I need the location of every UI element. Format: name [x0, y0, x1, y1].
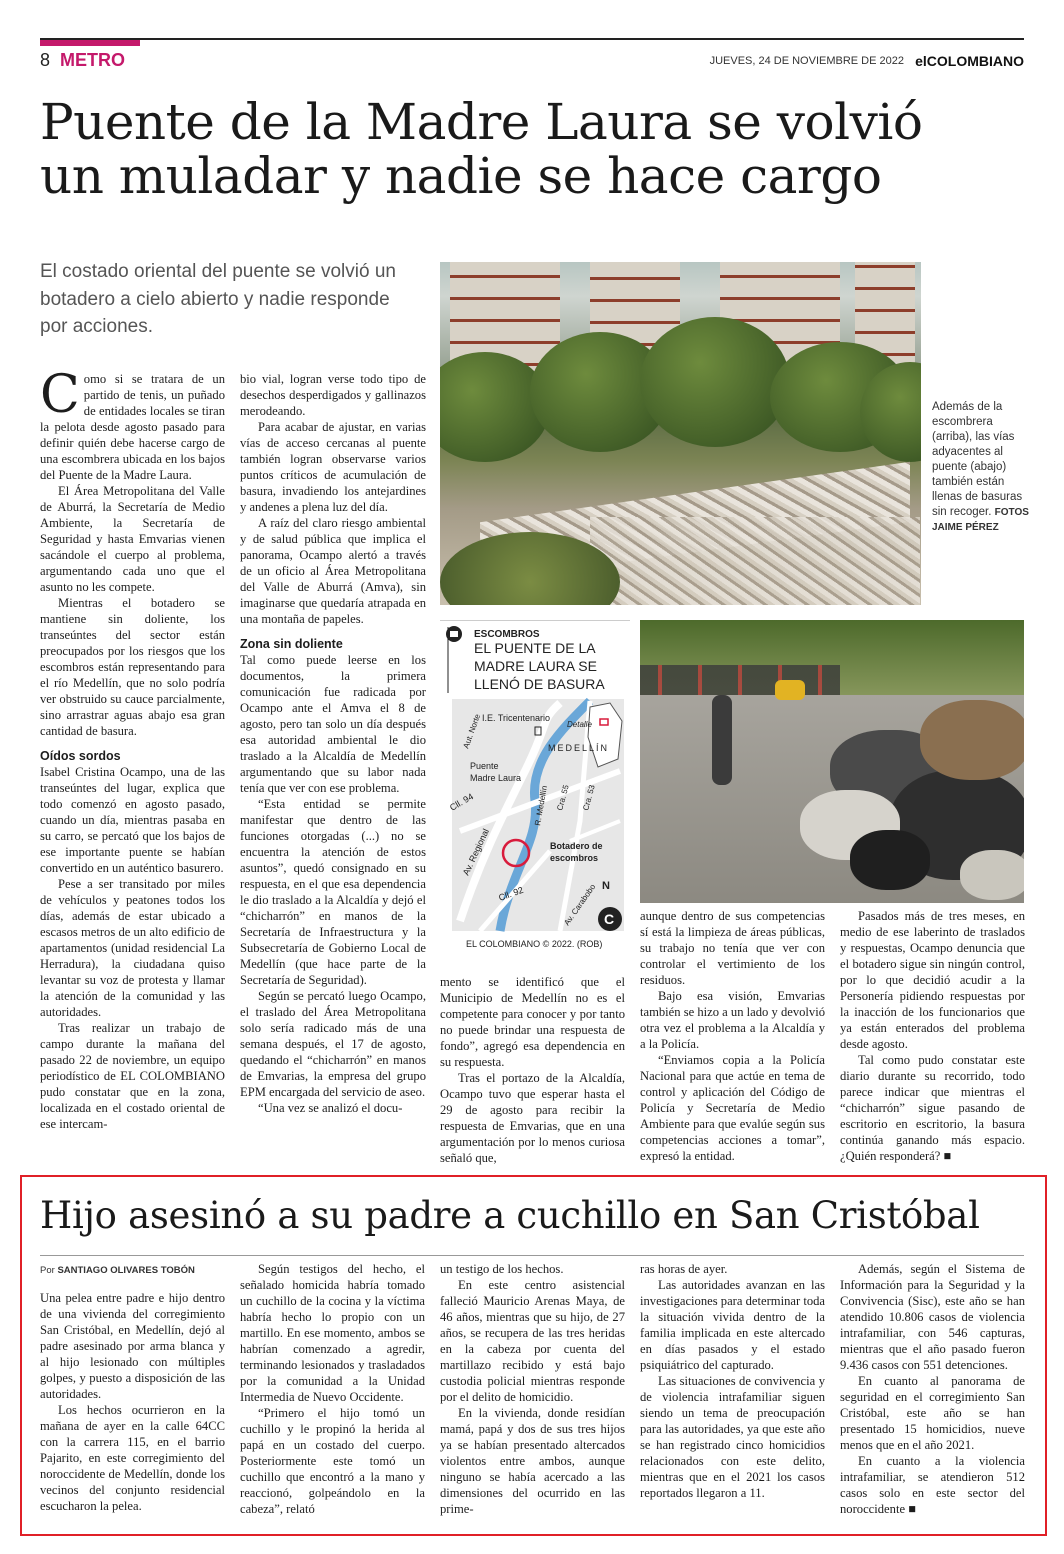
- paragraph: bio vial, logran verse todo tipo de desechos desperdigados y gallinazos merodeando.: [240, 372, 426, 418]
- end-mark: ■: [908, 1501, 916, 1516]
- photo-credit-name: JAIME PÉREZ: [932, 521, 999, 533]
- paragraph: Bajo esa visión, Emvarias también se hizo a un lado y devolvió otra vez el problema a la Alcaldía y a la Policía.: [640, 988, 825, 1051]
- paragraph: [840, 1053, 1025, 1165]
- paragraph: Una pelea entre padre e hijo dentro de una vivienda del corregimiento San Cristóbal, en Medellín, dejó al padre asesinado por arma blanca y al hijo lesionado con múltiples golpes, y puesto a disposición de las autoridades.: [40, 1291, 225, 1401]
- subheading-zona-sin-doliente: Zona sin doliente: [240, 636, 343, 651]
- article-column-3: [440, 975, 625, 1165]
- paragraph-text: Tal como pudo constatar este diario durante su recorrido, todo parece indicar que mientras el “chicharrón” sigue pasando de escritorio en escritorio, la basura continúa ganando más espacio. ¿Quién responderá?: [840, 1052, 1025, 1163]
- paragraph: Isabel Cristina Ocampo, una de las transeúntes del lugar, explica que todo comenzó en agosto pasado, cuando un día, mientras pasaba en su carro, se percató que los bajos de ese importante puente se habían convertido en un auténtico basurero.: [40, 764, 225, 875]
- paragraph: Las autoridades avanzan en las investigaciones para determinar toda la situación vivida dentro de la familia implicada en este altercado en días pasados y el estado psiquiátrico del capturado.: [640, 1277, 825, 1372]
- paragraph: [840, 1454, 1025, 1518]
- byline-name: SANTIAGO OLIVARES TOBÓN: [57, 1265, 195, 1276]
- headline-line-2: un muladar y nadie se hace cargo: [40, 147, 882, 205]
- map-label-r-medellin: R. Medellín: [533, 784, 549, 827]
- subheading-oidos-sordos: Oídos sordos: [40, 748, 121, 763]
- headline-rule: [40, 1255, 1024, 1256]
- paragraph: Las situaciones de convivencia y de violencia intrafamiliar siguen siendo un tema de preocupación para las autoridades, ya que este año se han registrado cinco homicidios relacionados con este delito, mientras que en el 2021 los casos reportados llegaron a 11.: [640, 1373, 825, 1500]
- byline: [40, 1265, 195, 1276]
- paragraph: aunque dentro de sus competencias sí está la limpieza de áreas públicas, su trabajo no tenía que ver con controlar el vertimiento de los residuos.: [640, 909, 825, 987]
- paragraph: Tras realizar un trabajo de campo durante la mañana del pasado 22 de noviembre, un equipo periodístico de EL COLOMBIANO pudo constatar que en la zona, localizada en el costado oriental de ese intercam-: [40, 1020, 225, 1131]
- map-title-line-1: EL PUENTE DE LA: [474, 640, 596, 656]
- paragraph: Mientras el botadero se mantiene sin doliente, los transeúntes del sector están preocupados por los riesgos que los escombros están representando para el río Medellín, que no solo podría ver obstruido su cauce parcialmente, sino arrastrar aguas abajo esa gran cantidad de basura.: [40, 595, 225, 738]
- section-name: METRO: [60, 50, 125, 70]
- second-column-3: [440, 1262, 625, 1530]
- second-column-2: [240, 1262, 425, 1530]
- paragraph: Los hechos ocurrieron en la mañana de ayer en la calle 64CC con la carrera 115, en el barrio Pajarito, en este corregimiento del noroccidente de Medellín, donde los vecinos del conjunto residencial escucharon la pelea.: [40, 1402, 225, 1513]
- north-arrow-icon: N: [602, 880, 610, 892]
- photo-caption: [932, 400, 1032, 534]
- article-column-1: [40, 372, 225, 1162]
- paragraph-text: En cuanto a la violencia intrafamiliar, se atendieron 512 casos solo en este sector del noroccidente: [840, 1453, 1025, 1516]
- photo-credit-label: FOTOS: [994, 506, 1029, 518]
- paragraph: Pasados más de tres meses, en medio de ese laberinto de traslados y respuestas, Ocampo denuncia que el botadero sigue sin ningún control, por lo que decidió acudir a la Personería pidiendo respuestas por la inacción de los funcionarios que ya están enterados del problema desde agosto.: [840, 909, 1025, 1051]
- map-label-bridge-2: Madre Laura: [470, 773, 522, 783]
- paragraph: mento se identificó que el Municipio de Medellín no es el competente para conocer y por tanto no puede brindar una respuesta de fondo”, agregó esa dependencia en su respuesta.: [440, 975, 625, 1069]
- map-kicker: ESCOMBROS: [474, 629, 540, 640]
- newspaper-brand: [915, 53, 1024, 69]
- top-rule: [40, 38, 1024, 40]
- paragraph: Según se percató luego Ocampo, el traslado del Área Metropolitana solo sería radicado más de una semana después, el 17 de agosto, quedando el “chicharrón” en manos de Emvarias, la empresa del grupo EPM encargada del servicio de aseo.: [240, 988, 426, 1099]
- photo-escombrera: [440, 262, 921, 605]
- brand-prefix: el: [915, 53, 927, 69]
- article-column-5: [840, 909, 1025, 1165]
- article-column-4: [640, 909, 825, 1165]
- headline-line-1: Puente de la Madre Laura se volvió: [40, 93, 923, 151]
- paragraph: [40, 372, 225, 484]
- paragraph: Pese a ser transitado por miles de vehículos y peatones todos los días, además de estar ubicado a escasos metros de un alto edificio de apartamentos (unidad residencial La Herradura), la ciudadana quiso levantar su voz de protesta y llamar la atención de la comunidad y las autoridades.: [40, 876, 225, 1019]
- paragraph: “Esta entidad se permite manifestar que dentro de las funciones otorgadas (...) no se encuentra la atención de estos asuntos”, quedó consignado en su respuesta, en el que esa dependencia le dio traslado a la Alcaldía y dejó el “chicharrón” en manos de la Secretaría de Infraestructura y la Subsecretaría de Gobierno Local de Medellín (que hace parte de la Secretaría de Seguridad).: [240, 796, 426, 987]
- main-headline: [40, 95, 1030, 203]
- map-label-bridge-1: Puente: [470, 761, 499, 771]
- second-headline: Hijo asesinó a su padre a cuchillo en San Cristóbal: [40, 1194, 980, 1237]
- paragraph: Además, según el Sistema de Información para la Seguridad y la Convivencia (Sisc), este año se han atendido 10.806 casos de violencia intrafamiliar, con 546 capturas, mientras que el año pasado fueron 9.436 casos con 551 detenciones.: [840, 1262, 1025, 1372]
- map-title-line-2: MADRE LAURA SE: [474, 658, 597, 674]
- second-column-4: [640, 1262, 825, 1530]
- paragraph: En la vivienda, donde residían mamá, papá y dos de sus tres hijos ya se habían presentado altercados violentos entre ambos, aunque ninguno se había acercado a las dimensiones del ocurrido en las prime-: [440, 1405, 625, 1516]
- paragraph: Para acabar de ajustar, en varias vías de acceso cercanas al puente también logran observarse varios puntos críticos de acumulación de basura, invadiendo los antejardines y andenes a plena luz del día.: [240, 419, 426, 514]
- map-label-cll92: Cll. 92: [497, 884, 525, 903]
- byline-prefix: Por: [40, 1265, 55, 1276]
- paragraph: A raíz del claro riesgo ambiental y de salud pública que implica el panorama, Ocampo alertó a través de un oficio al Área Metropolitana del Valle de Aburrá (Amva), sin imaginarse que quedaría atrapada en una montaña de papeles.: [240, 515, 426, 626]
- paragraph: En este centro asistencial falleció Mauricio Arenas Maya, de 46 años, mientras que su hijo, de 27 años, se recupera de las tres heridas en la cabeza por cuenta del martillazo recibido y está bajo custodia policial mientras responde por el delito de homicidio.: [440, 1277, 625, 1404]
- map-label-city: MEDELLÍN: [548, 743, 610, 753]
- paragraph: ras horas de ayer.: [640, 1262, 728, 1276]
- drop-cap: C: [40, 372, 80, 425]
- second-column-5: [840, 1262, 1025, 1530]
- paragraph: “Primero el hijo tomó un cuchillo y le propinó la herida al papá en un costado del cuerpo. Posteriormente este tomó un cuchillo que encontró a la mano y reaccionó, golpeándolo en la cabeza”, relató: [240, 1405, 425, 1516]
- map-label-av-regional: Av. Regional: [460, 827, 492, 877]
- paragraph: “Una vez se analizó el docu-: [258, 1100, 403, 1115]
- paragraph: “Enviamos copia a la Policía Nacional para que actúe en tema de control y aplicación del Código de Policía y Secretaría de Medio Ambiente para que evalúe según sus competencias acciones a tomar”, expresó la entidad.: [640, 1052, 825, 1163]
- map-label-cra53: Cra. 53: [581, 783, 597, 812]
- map-credit: EL COLOMBIANO © 2022. (ROB): [466, 939, 603, 949]
- paragraph: En cuanto al panorama de seguridad en el corregimiento San Cristóbal, este año se han presentado 15 homicidios, nueve menos que en el año 2021.: [840, 1373, 1025, 1452]
- map-label-av-carabobo: Av. Carabobo: [562, 882, 598, 928]
- map-label-dump-2: escombros: [550, 853, 599, 863]
- section-color-bar: [40, 40, 140, 46]
- map-label-dump-1: Botadero de: [550, 841, 603, 851]
- map-label-school: I.E. Tricentenario: [482, 713, 551, 723]
- paragraph: un testigo de los hechos.: [440, 1262, 564, 1276]
- end-mark: ■: [943, 1148, 952, 1163]
- logo-letter: C: [604, 911, 615, 927]
- issue-date: JUEVES, 24 DE NOVIEMBRE DE 2022: [709, 55, 904, 67]
- paragraph: El Área Metropolitana del Valle de Aburrá, la Secretaría de Medio Ambiente, la Secretaría de Seguridad y hasta Emvarias vienen sacándole el cuerpo al problema, argumentando cada uno que el asunto no les compete.: [40, 483, 225, 594]
- map-label-cra55: Cra. 55: [555, 783, 571, 812]
- page-number: 8: [40, 50, 51, 70]
- paragraph-text: omo si se tratara de un partido de tenis, un puñado de entidades locales se tiran la pelota desde agosto pasado para definir quién debe hacerse cargo de una escombrera ubicada en los bajos del Puente de la Madre Laura.: [40, 372, 225, 482]
- paragraph: Tras el portazo de la Alcaldía, Ocampo tuvo que esperar hasta el 29 de agosto para recibir la respuesta de Emvarias, que en una argumentación por lo menos curiosa señaló que,: [440, 1070, 625, 1165]
- map-label-aut-norte: Aut. Norte: [461, 712, 483, 750]
- map-label-detalle: Detalle: [567, 720, 592, 729]
- article-column-2: [240, 372, 426, 1162]
- map-title-line-3: LLENÓ DE BASURA: [474, 676, 605, 692]
- photo-street-trash: [640, 620, 1024, 903]
- location-map: [440, 620, 630, 950]
- second-column-1: [40, 1291, 225, 1531]
- map-label-cll94: Cll. 94: [448, 791, 476, 813]
- brand-name: COLOMBIANO: [926, 53, 1024, 69]
- paragraph: Según testigos del hecho, el señalado homicida habría tomado un cuchillo de la cocina y la víctima habría hecho lo propio con un martillo. En ese momento, ambos se habrían comenzado a agredir, terminando lesionados y trasladados por la comunidad a la Unidad Intermedia de Nuevo Occidente.: [240, 1262, 425, 1404]
- article-subhead: El costado oriental del puente se volvió un botadero a cielo abierto y nadie responde por acciones.: [40, 261, 396, 338]
- caption-text: Además de la escombrera (arriba), las vías adyacentes al puente (abajo) también están llenas de basuras sin recoger.: [932, 401, 1023, 518]
- paragraph: Tal como puede leerse en los documentos, la primera comunicación fue radicada por Ocampo ante el Amva el 8 de agosto, pero tan solo un día después esa autoridad ambiental le dio traslado a la Alcaldía de Medellín argumentando que su labor nada tenía que ver con ese problema.: [240, 653, 426, 795]
